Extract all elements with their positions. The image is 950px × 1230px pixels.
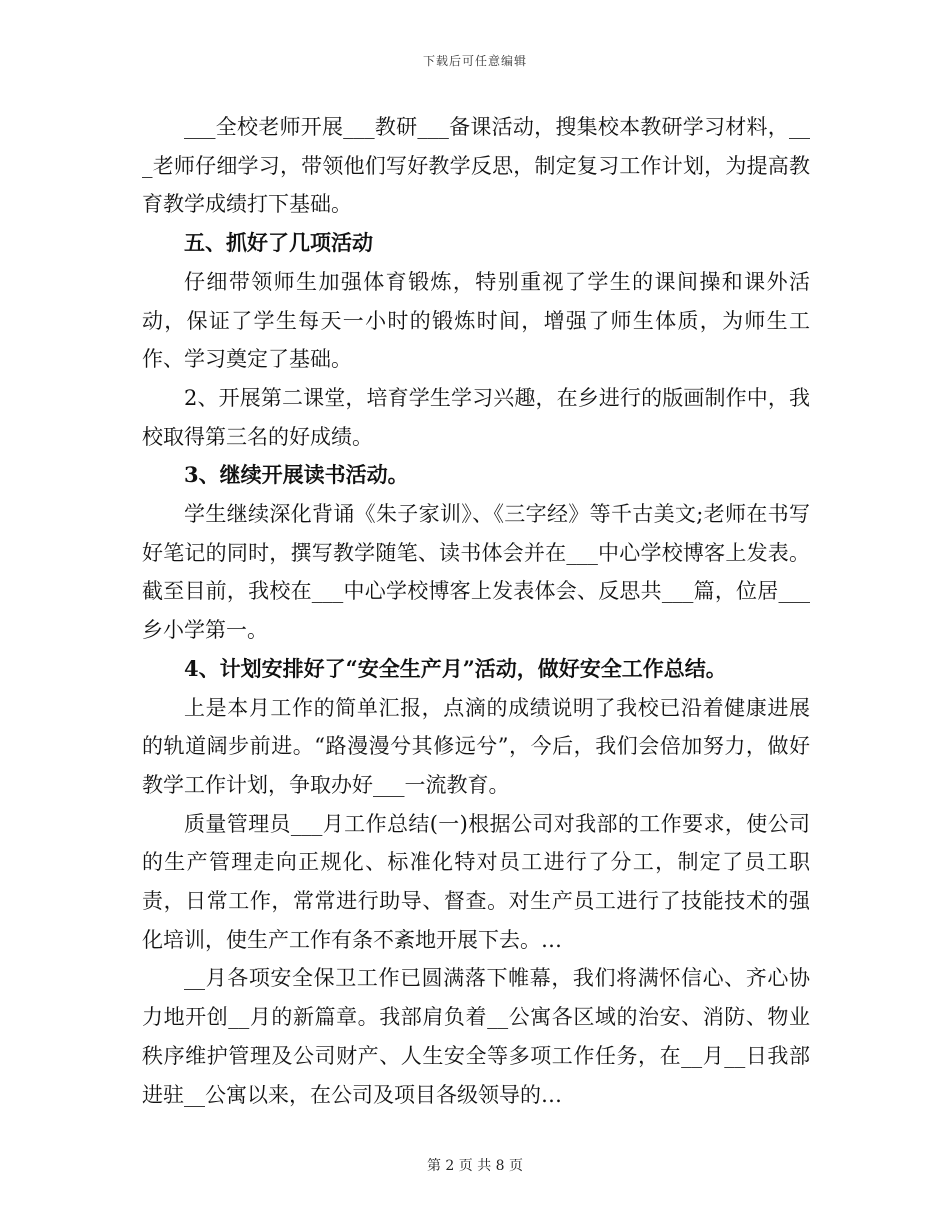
paragraph-reading: 学生继续深化背诵《朱子家训》、《三字经》等千古美文;老师在书写好笔记的同时，撰写教学随笔、读书体会并在___中心学校博客上发表。截至目前，我校在___中心学校博客上发表体会、反思共___篇，位居___乡小学第一。 xyxy=(142,502,810,643)
paragraph-summary: 上是本月工作的简单汇报，点滴的成绩说明了我校已沿着健康进展的轨道阔步前进。“路漫漫兮其修远兮”，今后，我们会倍加努力，做好教学工作计划，争取办好___一流教育。 xyxy=(142,695,810,797)
page-footer: 第 2 页 共 8 页 xyxy=(426,1158,524,1174)
paragraph-security: __月各项安全保卫工作已圆满落下帷幕，我们将满怀信心、齐心协力地开创__月的新篇章。我部肩负着__公寓各区域的治安、消防、物业秩序维护管理及公司财产、人生安全等多项工作任务，在__月__日我部进驻__公寓以来，在公司及项目各级领导的… xyxy=(142,966,810,1107)
document-body xyxy=(142,108,810,1114)
paragraph-quality: 质量管理员___月工作总结(一)根据公司对我部的工作要求，使公司的生产管理走向正规化、标准化特对员工进行了分工，制定了员工职责，日常工作，常常进行助导、督查。对生产员工进行了技能技术的强化培训，使生产工作有条不紊地开展下去。… xyxy=(142,811,810,952)
heading-reading: 3、继续开展读书活动。 xyxy=(184,462,409,488)
paragraph-second-classroom: 2、开展第二课堂，培育学生学习兴趣，在乡进行的版画制作中，我校取得第三名的好成绩。 xyxy=(142,385,810,449)
heading-activities: 五、抓好了几项活动 xyxy=(184,230,373,256)
paragraph-research: ___全校老师开展___教研___备课活动，搜集校本教研学习材料，___老师仔细学习，带领他们写好教学反思，制定复习工作计划，为提高教育教学成绩打下基础。 xyxy=(142,115,810,217)
heading-safety: 4、计划安排好了“安全生产月”活动，做好安全工作总结。 xyxy=(184,655,727,681)
paragraph-sports: 仔细带领师生加强体育锻炼，特别重视了学生的课间操和课外活动，保证了学生每天一小时的锻炼时间，增强了师生体质，为师生工作、学习奠定了基础。 xyxy=(142,269,810,372)
page-header: 下载后可任意编辑 xyxy=(422,54,527,68)
